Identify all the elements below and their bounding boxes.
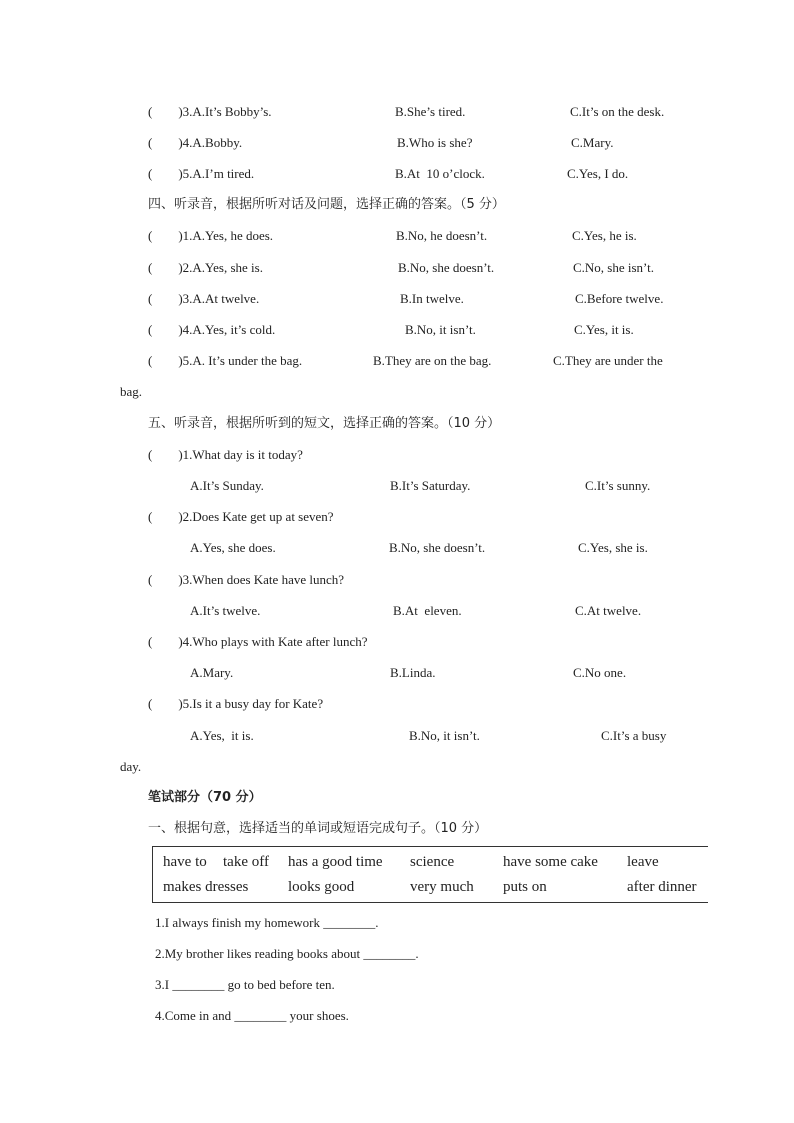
q3-5-num: ( )5.A.I’m tired. [148, 166, 255, 181]
q4-1-num: ( )1.A.Yes, he does. [148, 228, 274, 243]
q3-3-option-c: C.It’s on the desk. [570, 104, 665, 119]
q4-2-num: ( )2.A.Yes, she is. [148, 260, 263, 275]
section5-title: 五、听录音，根据所听到的短文，选择正确的答案。（10 分） [148, 416, 501, 431]
q5-2-question: ( )2.Does Kate get up at seven? [148, 509, 334, 524]
q3-5-option-c: C.Yes, I do. [567, 166, 629, 181]
q4-2-option-c: C.No, she isn’t. [573, 260, 655, 275]
q3-3-num: ( )3.A.It’s Bobby’s. [148, 104, 272, 119]
word-bank-box [152, 846, 708, 903]
word-bank-item: very much [410, 879, 474, 895]
word-bank-item: science [410, 854, 455, 870]
q4-5-option-c: C.They are under the [553, 353, 663, 368]
q4-4-option-b: B.No, it isn’t. [405, 322, 476, 337]
q3-4-num: ( )4.A.Bobby. [148, 135, 243, 150]
q3-3-option-b: B.She’s tired. [395, 104, 466, 119]
q3-4-option-b: B.Who is she? [397, 135, 473, 150]
q4-2-option-b: B.No, she doesn’t. [398, 260, 495, 275]
sentence-1: 1.I always finish my homework ________. [155, 915, 379, 930]
q5-4-option-a: A.Mary. [190, 665, 234, 680]
q4-1-option-b: B.No, he doesn’t. [396, 228, 488, 243]
word-bank-item: after dinner [627, 879, 697, 895]
word-bank-item: take off [223, 854, 269, 870]
q5-5-option-b: B.No, it isn’t. [409, 728, 480, 743]
q5-5-option-a: A.Yes, it is. [190, 728, 254, 743]
q4-3-option-c: C.Before twelve. [575, 291, 664, 306]
word-bank-item: have to [163, 854, 207, 870]
q5-1-option-b: B.It’s Saturday. [390, 478, 471, 493]
q4-1-option-c: C.Yes, he is. [572, 228, 637, 243]
q4-4-num: ( )4.A.Yes, it’s cold. [148, 322, 276, 337]
q5-5-question: ( )5.Is it a busy day for Kate? [148, 696, 324, 711]
q3-4-option-c: C.Mary. [571, 135, 614, 150]
word-bank-item: looks good [288, 879, 355, 895]
q5-4-question: ( )4.Who plays with Kate after lunch? [148, 634, 368, 649]
q4-4-option-c: C.Yes, it is. [574, 322, 634, 337]
sentence-2: 2.My brother likes reading books about ________. [155, 946, 419, 961]
sentence-3: 3.I ________ go to bed before ten. [155, 977, 335, 992]
q5-3-option-c: C.At twelve. [575, 603, 642, 618]
sentence-4: 4.Come in and ________ your shoes. [155, 1008, 349, 1023]
word-bank-item: makes dresses [163, 879, 249, 895]
word-bank-item: have some cake [503, 854, 598, 870]
written-part-title: 笔试部分（70 分） [148, 790, 262, 805]
q4-3-num: ( )3.A.At twelve. [148, 291, 260, 306]
section4-title: 四、听录音，根据所听对话及问题，选择正确的答案。（5 分） [148, 197, 505, 212]
q4-3-option-b: B.In twelve. [400, 291, 464, 306]
q5-2-option-a: A.Yes, she does. [190, 540, 276, 555]
q5-1-question: ( )1.What day is it today? [148, 447, 303, 462]
q4-5-num: ( )5.A. It’s under the bag. [148, 353, 303, 368]
q5-1-option-c: C.It’s sunny. [585, 478, 651, 493]
q5-4-option-b: B.Linda. [390, 665, 436, 680]
q5-5-wrap: day. [120, 759, 142, 774]
q5-3-question: ( )3.When does Kate have lunch? [148, 572, 345, 587]
q4-5-wrap: bag. [120, 384, 143, 399]
word-bank-item: puts on [503, 879, 547, 895]
q5-3-option-b: B.At eleven. [393, 603, 462, 618]
q5-3-option-a: A.It’s twelve. [190, 603, 261, 618]
q5-4-option-c: C.No one. [573, 665, 627, 680]
word-bank-item: has a good time [288, 854, 383, 870]
q3-5-option-b: B.At 10 o’clock. [395, 166, 485, 181]
q5-5-option-c: C.It’s a busy [601, 728, 667, 743]
q5-1-option-a: A.It’s Sunday. [190, 478, 264, 493]
word-bank-item: leave [627, 854, 659, 870]
written-section1-title: 一、根据句意，选择适当的单词或短语完成句子。（10 分） [148, 821, 488, 836]
q5-2-option-b: B.No, she doesn’t. [389, 540, 486, 555]
q5-2-option-c: C.Yes, she is. [578, 540, 648, 555]
q4-5-option-b: B.They are on the bag. [373, 353, 492, 368]
